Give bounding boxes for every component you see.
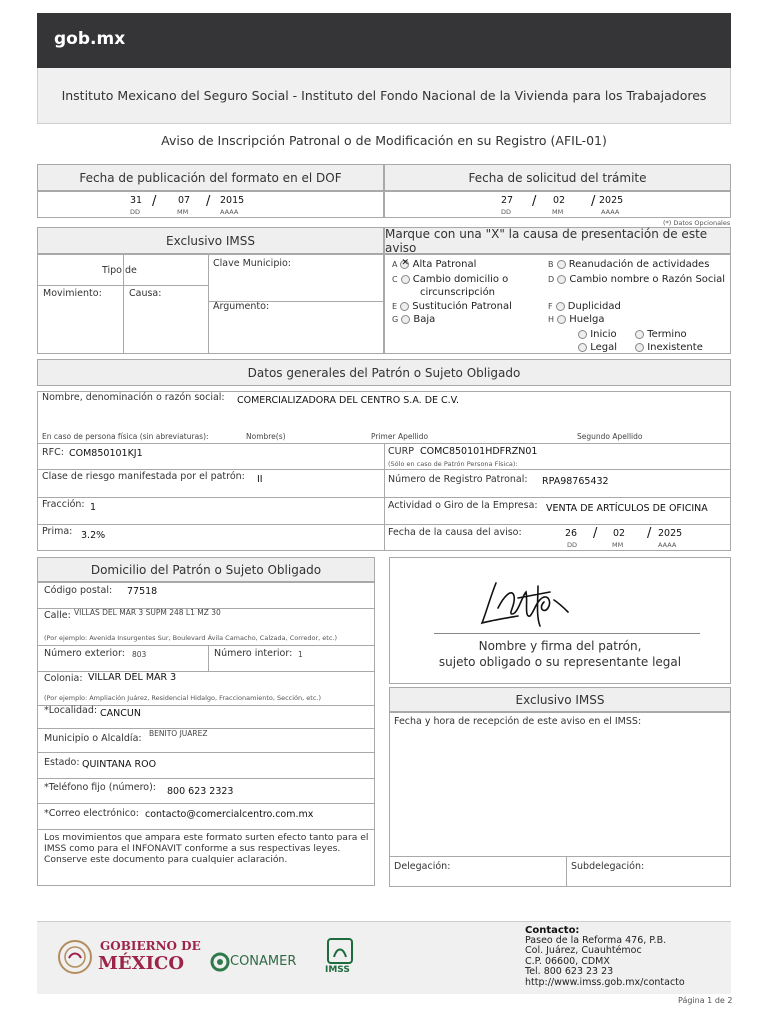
fraccion-value: 1 [90, 502, 97, 513]
cp-label: Código postal: [44, 585, 113, 596]
mm-label: MM [612, 541, 624, 549]
divider [38, 778, 375, 779]
curp-note: (Sólo en caso de Patrón Persona Física): [388, 460, 518, 468]
option-cambio-domicilio-line2: circunscripción [420, 287, 496, 298]
delegacion-label: Delegación: [394, 861, 451, 872]
divider [566, 856, 567, 887]
name-value: COMERCIALIZADORA DEL CENTRO S.A. DE C.V. [237, 395, 459, 406]
option-label: Cambio nombre o Razón Social [569, 274, 726, 285]
imss-text: IMSS [325, 965, 350, 975]
cause-box [384, 254, 731, 354]
estado-value: QUINTANA ROO [82, 759, 157, 770]
signature-image [478, 578, 570, 633]
ext-label: Número exterior: [44, 648, 125, 659]
cp-value: 77518 [127, 586, 158, 597]
imss-logo-icon [325, 937, 355, 965]
curp-value: COMC850101HDFRZN01 [420, 446, 538, 457]
option-baja[interactable] [392, 314, 435, 325]
divider [38, 645, 375, 646]
radio-icon[interactable] [578, 330, 587, 339]
option-label: Termino [647, 329, 687, 340]
radio-icon[interactable] [400, 302, 409, 311]
option-label: Baja [413, 314, 436, 325]
localidad-label: *Localidad: [44, 705, 98, 716]
aaaa-label: AAAA [601, 208, 620, 216]
option-label: Reanudación de actividades [568, 259, 710, 270]
option-label: Duplicidad [567, 301, 621, 312]
legal-note [44, 832, 370, 865]
dof-header: Fecha de publicación del formato en el DOF [37, 164, 384, 191]
contact-info [525, 936, 685, 988]
slash: / [206, 194, 211, 209]
colonia-label: Colonia: [44, 673, 83, 684]
radio-icon[interactable] [556, 302, 565, 311]
optional-note: (*) Datos Opcionales [663, 219, 731, 227]
actividad-label: Actividad o Giro de la Empresa: [388, 500, 538, 511]
slash: / [152, 194, 157, 209]
option-letter: E [392, 302, 398, 311]
mm-label: MM [177, 208, 189, 216]
conamer-logo-icon [210, 952, 230, 972]
option-label: Cambio domicilio o [412, 274, 509, 285]
huelga-legal[interactable] [578, 342, 617, 353]
option-letter: F [548, 302, 553, 311]
causa-fecha-mm: 02 [613, 528, 626, 539]
institution-banner: Instituto Mexicano del Seguro Social - Instituto del Fondo Nacional de la Vivienda para los Trabajadores [37, 68, 731, 124]
option-label: Sustitución Patronal [412, 301, 512, 312]
divider [38, 803, 375, 804]
dd-label: DD [130, 208, 141, 216]
option-label: Huelga [569, 314, 605, 325]
divider [390, 856, 731, 857]
int-label: Número interior: [214, 648, 293, 659]
slash: / [593, 526, 598, 541]
option-cambio-nombre[interactable] [548, 274, 725, 285]
municipio-label: Municipio o Alcaldía: [44, 733, 142, 744]
option-reanudacion[interactable] [548, 259, 709, 270]
option-letter: D [548, 275, 555, 284]
radio-checked-icon[interactable] [400, 260, 409, 269]
divider [208, 645, 209, 671]
option-duplicidad[interactable] [548, 301, 621, 312]
rfc-label: RFC: [42, 447, 64, 458]
option-label: Alta Patronal [412, 259, 477, 270]
contact-title: Contacto: [525, 925, 580, 936]
causa-fecha-label: Fecha de la causa del aviso: [388, 527, 522, 538]
rfc-value: COM850101KJ1 [69, 448, 143, 459]
option-alta-patronal[interactable] [392, 259, 476, 270]
fraccion-label: Fracción: [42, 499, 85, 510]
signature-caption-2: sujeto obligado o su representante legal [438, 655, 682, 669]
contact-link[interactable]: http://www.imss.gob.mx/contacto [525, 976, 685, 988]
contact-line: Paseo de la Reforma 476, P.B. [525, 935, 667, 946]
option-sustitucion[interactable] [392, 301, 512, 312]
riesgo-value: II [257, 474, 263, 485]
request-aaaa: 2025 [599, 195, 624, 206]
general-data-header: Datos generales del Patrón o Sujeto Obligado [37, 359, 731, 386]
segundo-apellido-label: Segundo Apellido [577, 432, 643, 441]
actividad-value: VENTA DE ARTÍCULOS DE OFICINA [546, 503, 708, 514]
radio-icon[interactable] [557, 275, 566, 284]
radio-icon[interactable] [557, 315, 566, 324]
signature-caption [390, 638, 730, 670]
municipio-value: BENITO JUAREZ [149, 729, 208, 738]
option-cambio-domicilio[interactable] [392, 274, 508, 285]
imss-exclusive-header: Exclusivo IMSS [37, 227, 384, 254]
dd-label: DD [567, 541, 578, 549]
option-letter: G [392, 315, 399, 324]
causa-fecha-dd: 26 [565, 528, 578, 539]
gobierno-seal-icon [57, 936, 93, 978]
signature-caption-1: Nombre y firma del patrón, [478, 639, 642, 653]
divider [38, 285, 208, 286]
localidad-value: CANCUN [100, 708, 141, 719]
gobmx-logo: gob.mx [54, 29, 126, 49]
dof-dd: 31 [130, 195, 143, 206]
nombres-label: Nombre(s) [246, 432, 286, 441]
option-letter: B [548, 260, 554, 269]
divider [38, 829, 375, 830]
huelga-inicio[interactable] [578, 329, 617, 340]
prima-value: 3.2% [81, 530, 106, 541]
estado-label: Estado: [44, 757, 80, 768]
ext-value: 803 [132, 650, 147, 659]
top-bar [37, 13, 731, 68]
imss-exclusive-header-2: Exclusivo IMSS [389, 687, 731, 712]
option-label: Inexistente [647, 342, 703, 353]
recepcion-label: Fecha y hora de recepción de este aviso en el IMSS: [394, 716, 642, 727]
slash: / [532, 194, 537, 209]
radio-icon[interactable] [635, 343, 644, 352]
slash: / [591, 194, 596, 209]
radio-icon[interactable] [635, 330, 644, 339]
form-title: Aviso de Inscripción Patronal o de Modificación en su Registro (AFIL-01) [161, 133, 607, 148]
page-number: Página 1 de 2 [678, 996, 733, 1005]
primer-apellido-label: Primer Apellido [371, 432, 429, 441]
option-label: Inicio [590, 329, 617, 340]
email-value: contacto@comercialcentro.com.mx [145, 809, 314, 820]
argumento-label: Argumento: [213, 301, 270, 312]
radio-icon[interactable] [578, 343, 587, 352]
conamer-text: CONAMER [230, 954, 297, 969]
divider [384, 443, 385, 551]
request-date-header: Fecha de solicitud del trámite [384, 164, 731, 191]
dd-label: DD [501, 208, 512, 216]
dof-mm: 07 [178, 195, 191, 206]
slash: / [647, 526, 652, 541]
movimiento-label: Movimiento: [43, 288, 102, 299]
request-date-box [384, 191, 731, 218]
option-huelga[interactable] [548, 314, 604, 325]
registro-value: RPA98765432 [542, 476, 609, 487]
request-dd: 27 [501, 195, 514, 206]
general-data-box [37, 391, 731, 551]
dof-aaaa: 2015 [220, 195, 245, 206]
aaaa-label: AAAA [658, 541, 677, 549]
signature-line [434, 633, 700, 634]
legal-note-2: Conserve este documento para cualquier aclaración. [44, 854, 288, 865]
imss-exclusive-box [37, 254, 384, 354]
prima-label: Prima: [42, 526, 73, 537]
email-label: *Correo electrónico: [44, 808, 139, 819]
huelga-termino[interactable] [635, 329, 687, 340]
fisica-label: En caso de persona física (sin abreviaturas): [42, 432, 209, 441]
subdelegacion-label: Subdelegación: [571, 861, 645, 872]
causa-fecha-aaaa: 2025 [658, 528, 683, 539]
aaaa-label: AAAA [220, 208, 239, 216]
colonia-value: VILLAR DEL MAR 3 [88, 672, 177, 683]
tipo-de-label: Tipo de [102, 265, 137, 276]
causa-label: Causa: [129, 288, 162, 299]
option-letter: A [392, 260, 398, 269]
imss-reception-box [389, 712, 731, 887]
domicilio-header: Domicilio del Patrón o Sujeto Obligado [37, 557, 375, 582]
registro-label: Número de Registro Patronal: [388, 474, 528, 485]
option-letter: H [548, 315, 555, 324]
curp-label: CURP [388, 446, 414, 457]
colonia-note: (Por ejemplo: Ampliación Juárez, Residencial Hidalgo, Fraccionamiento, Sección, etc.) [44, 694, 322, 702]
riesgo-label: Clase de riesgo manifestada por el patrón: [42, 471, 245, 482]
contact-line: Col. Juárez, Cuauhtémoc [525, 945, 642, 957]
huelga-inexistente[interactable] [635, 342, 703, 353]
name-label: Nombre, denominación o razón social: [42, 392, 225, 403]
dof-date-box [37, 191, 384, 218]
radio-icon[interactable] [401, 275, 410, 284]
legal-note-1: Los movimientos que ampara este formato surten efecto tanto para el IMSS como para el INFONAVIT conforme a sus respectivas leyes. [44, 832, 369, 854]
cause-header: Marque con una "X" la causa de presentación de este aviso [384, 227, 731, 254]
int-value: 1 [298, 650, 303, 659]
calle-value: VILLAS DEL MAR 3 SUPM 248 L1 MZ 30 [74, 608, 221, 617]
footer [37, 921, 731, 994]
calle-note: (Por ejemplo: Avenida Insurgentes Sur, Boulevard Ávila Camacho, Calzada, Corredor, etc.) [44, 634, 337, 642]
gobierno-text-2: MÉXICO [98, 953, 185, 974]
calle-label: Calle: [44, 610, 71, 621]
option-letter: C [392, 275, 398, 284]
domicilio-box [37, 582, 375, 886]
divider [208, 255, 209, 354]
tel-label: *Teléfono fijo (número): [44, 782, 156, 793]
radio-icon[interactable] [557, 260, 566, 269]
clave-municipio-label: Clave Municipio: [213, 258, 292, 269]
divider [38, 752, 375, 753]
mm-label: MM [552, 208, 564, 216]
contact-line: Tel. 800 623 23 23 [525, 966, 614, 978]
request-mm: 02 [553, 195, 566, 206]
radio-icon[interactable] [401, 315, 410, 324]
contact-line: C.P. 06600, CDMX [525, 955, 610, 967]
tel-value: 800 623 2323 [167, 786, 234, 797]
option-label: Legal [590, 342, 617, 353]
gobierno-text-1: GOBIERNO DE [100, 939, 201, 953]
signature-box [389, 557, 731, 684]
